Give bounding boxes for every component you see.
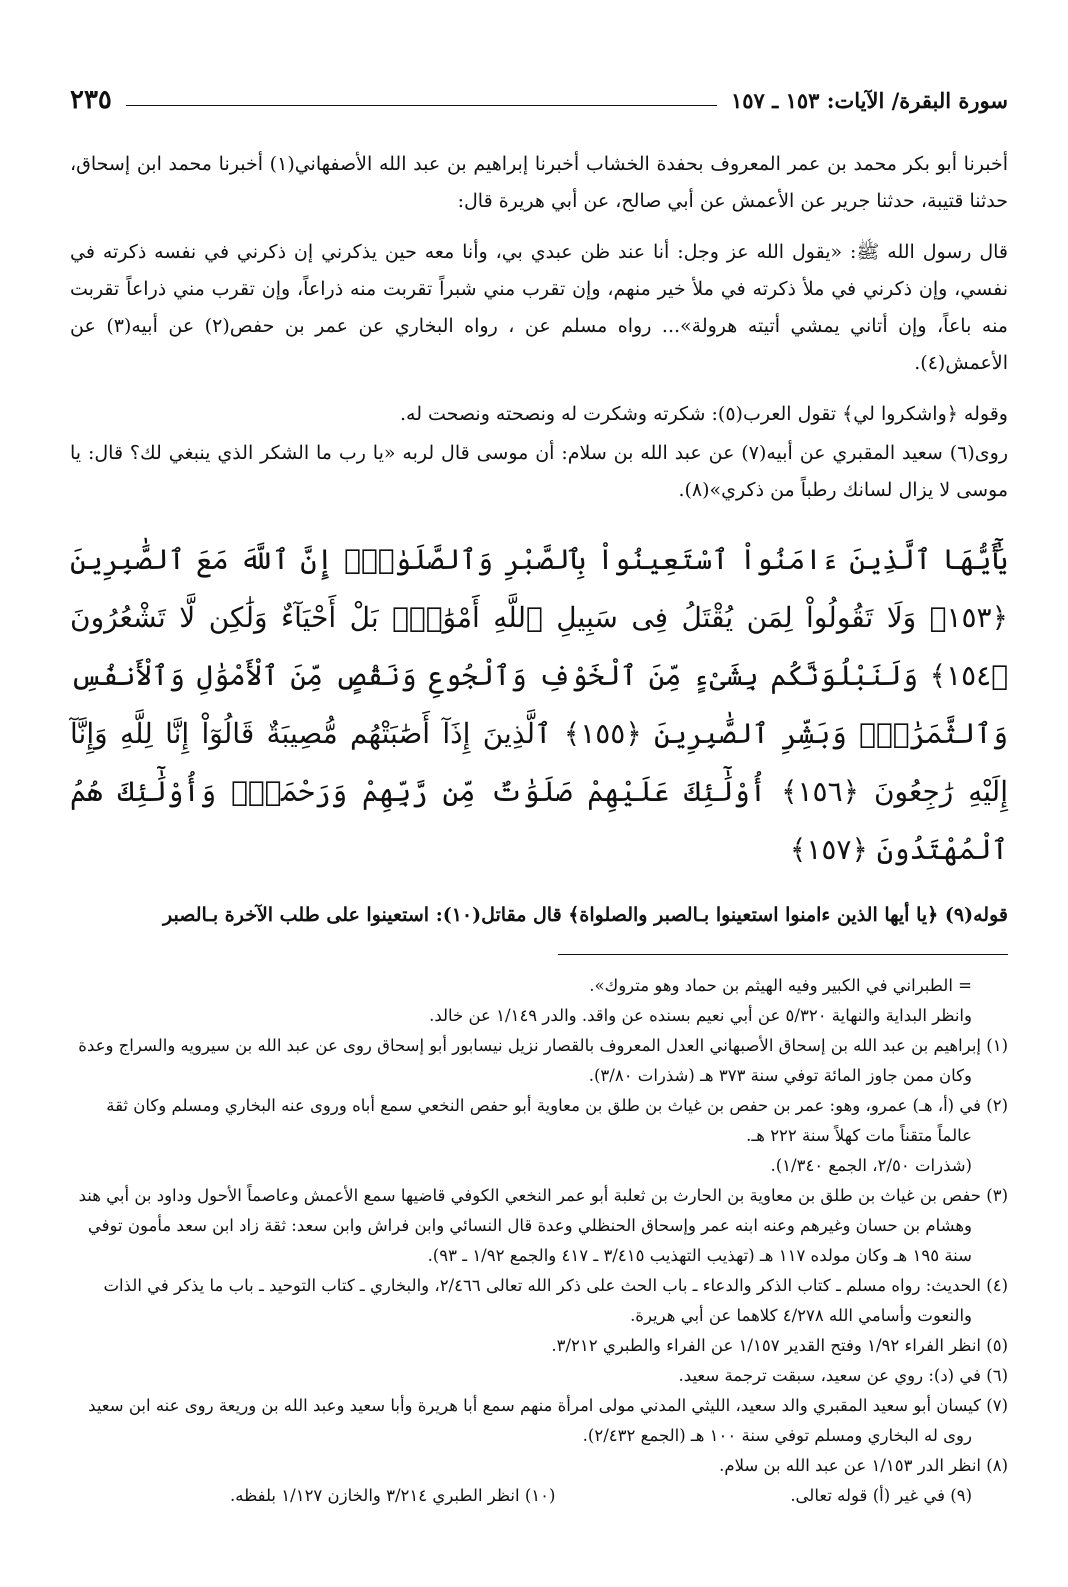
tafsir-paragraph: قوله(٩) ﴿يا أيها الذين ءامنوا استعينوا بـالصبر والصلواة﴾ قال مقاتل(١٠): استعينوا على طلب الآخرة بـالصبر [163, 904, 1008, 926]
footnote-7: (٧) كيسان أبو سعيد المقبري والد سعيد، الليثي المدني مولى امرأة منهم سمع أبا هريرة وأبا سعيد وعبد الله بن وريعة روى عنه ابن سعيد روى له البخاري ومسلم توفي سنة ١٠٠ هـ (الجمع ٢/٤٣٢). [88, 1396, 1008, 1445]
footnote-4: (٤) الحديث: رواه مسلم ـ كتاب الذكر والدعاء ـ باب الحث على ذكر الله تعالى ٢/٤٦٦، والبخاري ـ كتاب التوحيد ـ باب ما يذكر في الذات والنعوت وأسامي الله ٤/٢٧٨ كلاهما عن أبي هريرة. [103, 1276, 1008, 1325]
quran-verses: يَٰٓأَيُّهَا ٱلَّذِينَ ءَامَنُواْ ٱسْتَعِينُواْ بِٱلصَّبْرِ وَٱلصَّلَوٰةِۚ إِنَّ ٱللَّهَ مَعَ ٱلصَّٰبِرِينَ ﴿١٥٣﴾ وَلَا تَقُولُواْ لِمَن يُقْتَلُ فِى سَبِيلِ ٱللَّهِ أَمْوَٰتٌۢ بَلْ أَحْيَآءٌ وَلَٰكِن لَّا تَشْعُرُونَ ﴿١٥٤﴾ وَلَنَبْلُوَنَّكُم بِشَىْءٍ مِّنَ ٱلْخَوْفِ وَٱلْجُوعِ وَنَقْصٍ مِّنَ ٱلْأَمْوَٰلِ وَٱلْأَنفُسِ وَٱلثَّمَرَٰتِۗ وَبَشِّرِ ٱلصَّٰبِرِينَ ﴿١٥٥﴾ ٱلَّذِينَ إِذَآ أَصَٰبَتْهُم مُّصِيبَةٌ قَالُوٓاْ إِنَّا لِلَّهِ وَإِنَّآ إِلَيْهِ رَٰجِعُونَ ﴿١٥٦﴾ أُوْلَٰٓئِكَ عَلَيْهِمْ صَلَوَٰتٌ مِّن رَّبِّهِمْ وَرَحْمَةٌۖ وَأُوْلَٰٓئِكَ هُمُ ٱلْمُهْتَدُونَ ﴿١٥٧﴾ [70, 543, 1009, 866]
hadith-paragraph: قال رسول الله ﷺ: «يقول الله عز وجل: أنا عند ظن عبدي بي، وأنا معه حين يذكرني إن ذكرني في نفسه ذكرته في نفسي، وإن ذكرني في ملأ ذكرته في ملأ خير منهم، وإن تقرب مني شبراً تقربت منه ذراعاً، وإن تقرب مني ذراعاً تقربت منه باعاً، وإن أتاني يمشي أتيته هرولة»... رواه مسلم عن ، رواه البخاري عن عمر بن حفص(٢) عن أبيه(٣) عن الأعمش(٤). [70, 241, 1008, 374]
footnote-6: (٦) في (د): روي عن سعيد، سبقت ترجمة سعيد. [678, 1366, 1008, 1385]
footnote-continuation: = الطبراني في الكبير وفيه الهيثم بن حماد وهو متروك». [589, 976, 972, 995]
footnote-9: (٩) في غير (أ) قوله تعالى. [790, 1486, 972, 1505]
footnote-row-9-10 [70, 1481, 1008, 1511]
footnote-2: (٢) في (أ، هـ) عمرو، وهو: عمر بن حفص بن غياث بن طلق بن معاوية أبو حفص النخعي سمع أباه وروى عنه البخاري ومسلم وكان ثقة عالماً متقناً مات كهلاً سنة ٢٢٢ هـ. [106, 1096, 1008, 1145]
header-rule [126, 105, 717, 106]
page-number: ٢٣٥ [70, 85, 112, 115]
running-title: سورة البقرة/ الآيات: ١٥٣ ـ ١٥٧ [730, 87, 1008, 113]
musa-paragraph: روى(٦) سعيد المقبري عن أبيه(٧) عن عبد الله بن سلام: أن موسى قال لربه «يا رب ما الشكر الذي ينبغي لك؟ قال: يا موسى لا يزال لسانك رطباً من ذكري»(٨). [70, 442, 1008, 501]
footnote-3: (٣) حفص بن غياث بن طلق بن معاوية بن الحارث بن ثعلبة أبو عمر النخعي الكوفي قاضيها سمع الأعمش وعاصماً الأحول وداود بن أبي هند وهشام بن حسان وغيرهم وعنه ابنه عمر وإسحاق الحنظلي وعدة قال النسائي وابن فراش وابن سعد: ثقة زاد ابن سعد مأمون توفي سنة ١٩٥ هـ وكان مولده ١١٧ هـ (تهذيب التهذيب ٣/٤١٥ ـ ٤١٧ والجمع ١/٩٢ ـ ٩٣). [78, 1186, 1008, 1265]
footnote-continuation: وانظر البداية والنهاية ٥/٣٢٠ عن أبي نعيم بسنده عن واقد. والدر ١/١٤٩ عن خالد. [429, 1006, 972, 1025]
isnad-paragraph: أخبرنا أبو بكر محمد بن عمر المعروف بحفدة الخشاب أخبرنا إبراهيم بن عبد الله الأصفهاني(١) أخبرنا محمد ابن إسحاق، حدثنا قتيبة، حدثنا جرير عن الأعمش عن أبي صالح، عن أبي هريرة قال: [70, 153, 1008, 212]
footnotes [70, 971, 1008, 1511]
footnote-8: (٨) انظر الدر ١/١٥٣ عن عبد الله بن سلام. [719, 1456, 1008, 1475]
footnote-1: (١) إبراهيم بن عبد الله بن إسحاق الأصبهاني العدل المعروف بالقصار نزيل نيسابور أبو إسحاق روى عن عبد الله بن سيرويه والسراج وعدة وكان ممن جاوز المائة توفي سنة ٣٧٣ هـ (شذرات ٣/٨٠). [78, 1036, 1008, 1085]
footnote-5: (٥) انظر الفراء ١/٩٢ وفتح القدير ١/١٥٧ عن الفراء والطبري ٣/٢١٢. [551, 1336, 1008, 1355]
page-header [70, 80, 1008, 120]
wa-shkuru-paragraph: وقوله ﴿واشكروا لي﴾ تقول العرب(٥): شكرته وشكرت له ونصحته ونصحت له. [399, 403, 1008, 425]
footnote-2-continuation: (شذرات ٢/٥٠، الجمع ١/٣٤٠). [770, 1156, 972, 1175]
footnote-separator [558, 954, 1008, 955]
footnote-10: (١٠) انظر الطبري ٣/٢١٤ والخازن ١/١٢٧ بلفظه. [230, 1486, 556, 1505]
